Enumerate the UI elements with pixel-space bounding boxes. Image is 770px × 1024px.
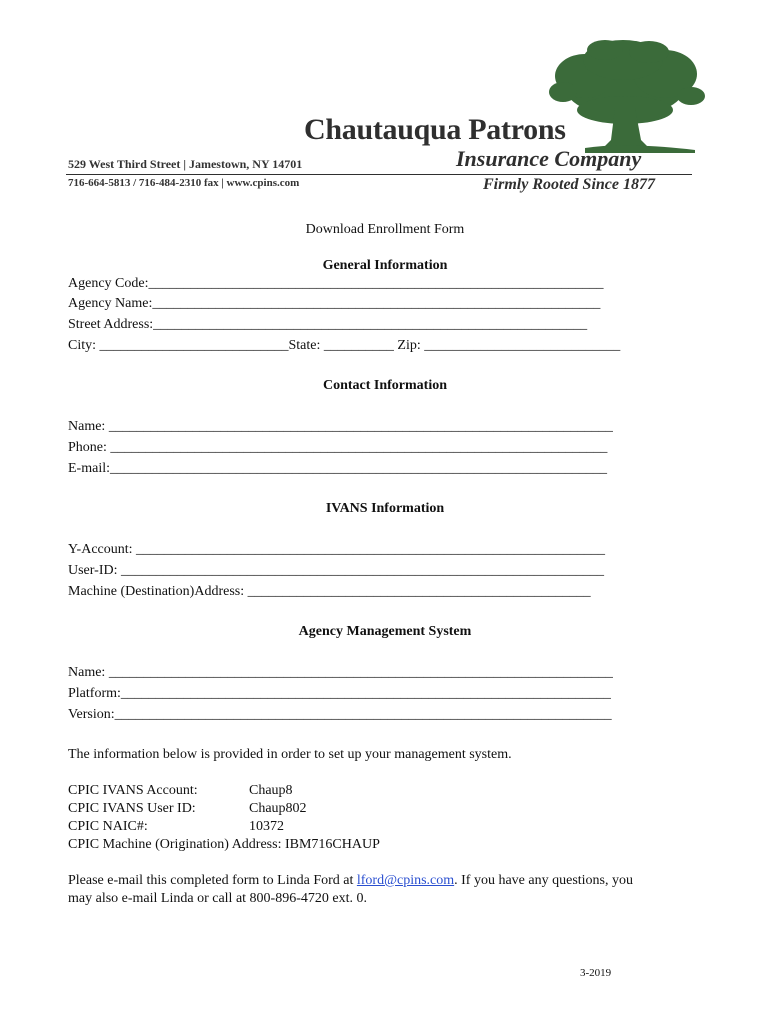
footer-date: 3-2019 bbox=[580, 967, 612, 979]
ivans-userid-value: Chaup802 bbox=[249, 801, 307, 816]
naic-label: CPIC NAIC#: bbox=[68, 819, 148, 834]
company-name: Chautauqua Patrons bbox=[304, 113, 566, 146]
form-title: Download Enrollment Form bbox=[305, 222, 465, 237]
info-intro: The information below is provided in order to set up your management system. bbox=[68, 747, 512, 762]
section-heading-ivans: IVANS Information bbox=[325, 501, 445, 516]
agency-name-field: Agency Name:________________________________________________________________ bbox=[68, 296, 601, 311]
header-divider bbox=[66, 174, 692, 175]
company-contact: 716-664-5813 / 716-484-2310 fax | www.cpins.com bbox=[68, 177, 300, 189]
ivans-userid-label: CPIC IVANS User ID: bbox=[68, 801, 196, 816]
ams-version-field: Version:_______________________________________________________________________ bbox=[68, 707, 612, 722]
contact-email-field: E-mail:_______________________________________________________________________ bbox=[68, 461, 607, 476]
section-heading-contact: Contact Information bbox=[322, 378, 448, 393]
closing-line-1 bbox=[68, 873, 633, 889]
ams-platform-field: Platform:______________________________________________________________________ bbox=[68, 686, 611, 701]
closing-text-pre: Please e-mail this completed form to Linda Ford at bbox=[68, 873, 357, 888]
city-state-zip-field: City: ___________________________State: __________ Zip: ____________________________ bbox=[68, 338, 621, 353]
ivans-account-label: CPIC IVANS Account: bbox=[68, 783, 198, 798]
ivans-account-value: Chaup8 bbox=[249, 783, 293, 798]
oak-tree-icon bbox=[545, 38, 707, 158]
company-tagline: Firmly Rooted Since 1877 bbox=[483, 176, 655, 193]
naic-value: 10372 bbox=[249, 819, 284, 834]
section-heading-ams: Agency Management System bbox=[298, 624, 472, 639]
user-id-field: User-ID: _____________________________________________________________________ bbox=[68, 563, 604, 578]
email-link[interactable]: lford@cpins.com bbox=[356, 873, 455, 888]
company-subtitle: Insurance Company bbox=[456, 146, 642, 171]
machine-address-field: Machine (Destination)Address: _________________________________________________ bbox=[68, 584, 591, 599]
closing-text-post: . If you have any questions, you bbox=[454, 873, 633, 888]
section-heading-general: General Information bbox=[322, 258, 448, 273]
contact-phone-field: Phone: _______________________________________________________________________ bbox=[68, 440, 608, 455]
agency-code-field: Agency Code:_________________________________________________________________ bbox=[68, 276, 604, 291]
closing-line-2: may also e-mail Linda or call at 800-896-4720 ext. 0. bbox=[68, 891, 367, 906]
contact-name-field: Name: ________________________________________________________________________ bbox=[68, 419, 613, 434]
y-account-field: Y-Account: ___________________________________________________________________ bbox=[68, 542, 606, 557]
street-address-field: Street Address:______________________________________________________________ bbox=[68, 317, 588, 332]
machine-origination-line: CPIC Machine (Origination) Address: IBM716CHAUP bbox=[68, 837, 380, 852]
ams-name-field: Name: ________________________________________________________________________ bbox=[68, 665, 613, 680]
company-address: 529 West Third Street | Jamestown, NY 14701 bbox=[68, 157, 303, 171]
